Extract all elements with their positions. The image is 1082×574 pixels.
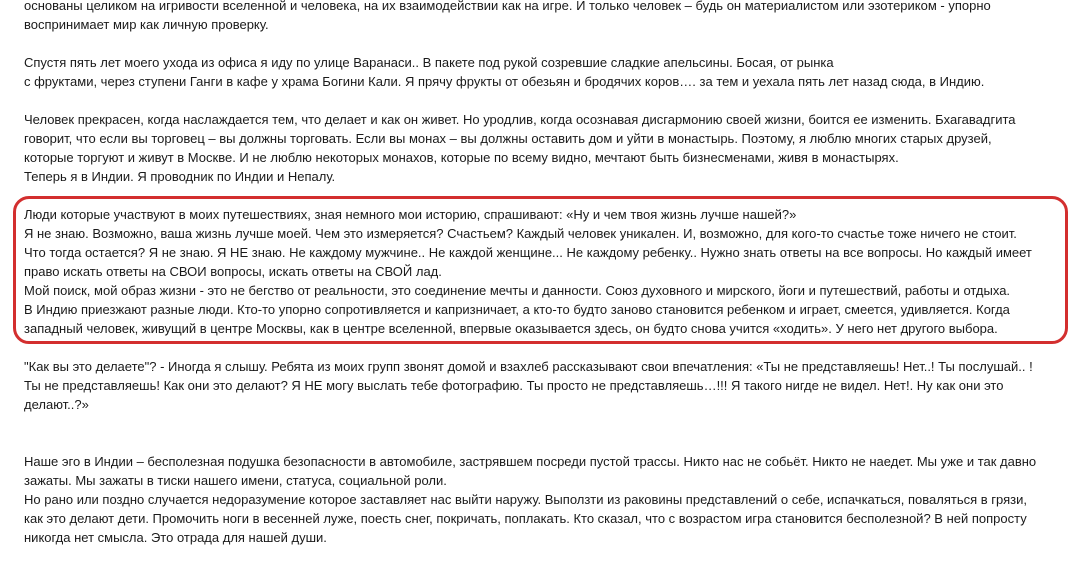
highlight-line-7: западный человек, живущий в центре Москвы, как в центре вселенной, впервые оказывается здесь, он будто снова учится «ходить». У него нет другого выбора. <box>24 321 998 336</box>
varanasi-line-2: с фруктами, через ступени Ганги в кафе у храма Богини Кали. Я прячу фрукты от обезьян и бродячих коров…. за тем и уехала пять лет назад сюда, в Индию. <box>24 74 985 89</box>
highlight-line-5: Мой поиск, мой образ жизни - это не бегство от реальности, это соединение мечты и данности. Союз духовного и мирского, йоги и путешествий, работы и отдыха. <box>24 283 1011 298</box>
ego-line-1: Наше эго в Индии – бесполезная подушка безопасности в автомобиле, застрявшем посреди пустой трассы. Никто нас не собьёт. Никто не наедет. Мы уже и так давно <box>24 454 1037 469</box>
intro-line-2: воспринимает мир как личную проверку. <box>24 17 269 32</box>
ego-line-4: как это делают дети. Промочить ноги в весенней луже, поесть снег, покричать, поплакать. Кто сказал, что с возрастом игра становится бесполезной? В ней попросту <box>24 511 1027 526</box>
beautiful-line-1: Человек прекрасен, когда наслаждается тем, что делает и как он живет. Но уродлив, когда осознавая дисгармонию своей жизни, боится ее изменить. Бхагавадгита <box>24 112 1016 127</box>
highlight-line-2: Я не знаю. Возможно, ваша жизнь лучше моей. Чем это измеряется? Счастьем? Каждый человек уникален. И, возможно, для кого-то счастье тоже ничего не стоит. <box>24 226 1017 241</box>
how-line-2: Ты не представляешь! Как они это делают? Я НЕ могу выслать тебе фотографию. Ты просто не представляешь…!!! Я такого нигде не видел. Нет!. Ну как они это <box>24 378 1004 393</box>
beautiful-line-4: Теперь я в Индии. Я проводник по Индии и Непалу. <box>24 169 336 184</box>
how-line-1: "Как вы это делаете"? - Иногда я слышу. Ребята из моих групп звонят домой и взахлеб рассказывают свои впечатления: «Ты не представляешь! Нет..! Ты послушай.. ! <box>24 359 1033 374</box>
ego-line-2: зажаты. Мы зажаты в тиски нашего имени, статуса, социальной роли. <box>24 473 447 488</box>
beautiful-line-3: которые торгуют и живут в Москве. И не люблю некоторых монахов, которые по всему видно, мечтают быть бизнесменами, живя в монастырях. <box>24 150 899 165</box>
highlight-line-6: В Индию приезжают разные люди. Кто-то упорно сопротивляется и капризничает, а кто-то будто заново становится ребенком и играет, смеется, удивляется. Когда <box>24 302 1010 317</box>
beautiful-line-2: говорит, что если вы торговец – вы должны торговать. Если вы монах – вы должны оставить дом и уйти в монастырь. Поэтому, я люблю многих старых друзей, <box>24 131 992 146</box>
ego-line-5: никогда нет смысла. Это отрада для нашей души. <box>24 530 327 545</box>
intro-line-1: основаны целиком на игривости вселенной и человека, на их взаимодействии как на игре. И только человек – будь он материалистом или эзотериком - упорно <box>24 0 991 13</box>
how-line-3: делают..?» <box>24 397 89 412</box>
varanasi-line-1: Спустя пять лет моего ухода из офиса я иду по улице Варанаси.. В пакете под рукой созревшие сладкие апельсины. Босая, от рынка <box>24 55 834 70</box>
highlight-line-4: право искать ответы на СВОИ вопросы, искать ответы на СВОЙ лад. <box>24 264 442 279</box>
highlight-line-3: Что тогда остается? Я не знаю. Я НЕ знаю. Не каждому мужчине.. Не каждой женщине... Не каждому ребенку.. Нужно знать ответы на все вопросы. Но каждый имеет <box>24 245 1032 260</box>
highlight-line-1: Люди которые участвуют в моих путешествиях, зная немного мои историю, спрашивают: «Ну и чем твоя жизнь лучше нашей?» <box>24 207 797 222</box>
ego-line-3: Но рано или поздно случается недоразумение которое заставляет нас выйти наружу. Выползти из раковины представлений о себе, испачкаться, поваляться в грязи, <box>24 492 1027 507</box>
